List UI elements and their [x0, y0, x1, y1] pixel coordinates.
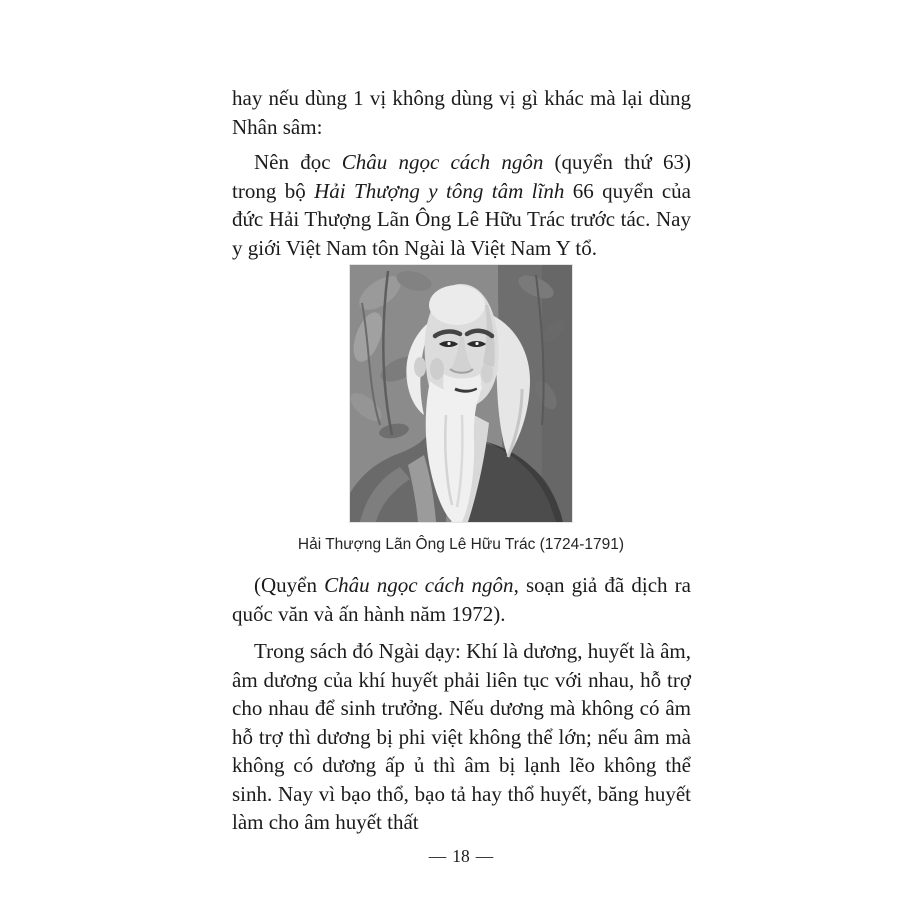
text-run: 66 quyển của đức Hải Thượng Lãn Ông Lê Hữu Trác trước tác. Nay y giới Việt Nam tôn Ngài là Việt Nam Y tổ. [232, 178, 691, 260]
paragraph-4 [232, 637, 691, 837]
paragraph-1 [232, 84, 691, 141]
paragraph-2 [232, 148, 691, 262]
footer-right-dash: — [475, 846, 494, 866]
figure-caption: Hải Thượng Lãn Ông Lê Hữu Trác (1724-1791) [297, 536, 625, 553]
footer-left-dash: — [428, 846, 447, 866]
text-run: (quyển thứ 63) trong bộ [232, 150, 691, 203]
text-run: (Quyển [254, 573, 325, 597]
text-run: Nên đọc [254, 150, 342, 174]
portrait-figure [0, 264, 922, 527]
text-run: Trong sách đó Ngài dạy: Khí là dương, huyết là âm, âm dương của khí huyết phải liên tục với nhau, hỗ trợ cho nhau để sinh trưởng. Nếu dương mà không có âm hỗ trợ thì dương bị phi việt không thể lớn; nếu âm mà không có dương ấp ủ thì âm bị lạnh lẽo không thể sinh. Nay vì bạo thổ, bạo tả hay thổ huyết, băng huyết làm cho âm huyết thất [232, 639, 691, 834]
text-run: , soạn giả đã dịch ra quốc văn và ấn hành năm 1972). [232, 573, 691, 626]
page-number: 18 [452, 846, 470, 866]
text-run: Châu ngọc cách ngôn [324, 573, 514, 597]
page-footer [0, 846, 922, 867]
paragraph-3 [232, 571, 691, 628]
text-run: Hải Thượng y tông tâm lĩnh [314, 178, 565, 203]
portrait-painting-svg [350, 265, 572, 522]
portrait-image [349, 264, 573, 523]
text-run: hay nếu dùng 1 vị không dùng vị gì khác mà lại dùng Nhân sâm: [232, 86, 691, 139]
text-run: Châu ngọc cách ngôn [341, 150, 544, 174]
